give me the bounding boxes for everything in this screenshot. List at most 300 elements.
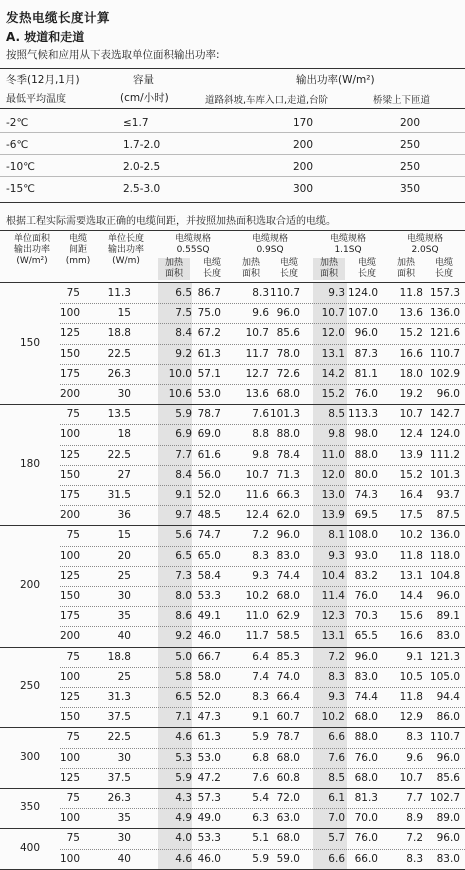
capacity-header: 容量 [133, 74, 154, 86]
table-cell: 96.0 [436, 751, 460, 764]
road-header: 道路斜坡,车库入口,走道,台阶 [205, 95, 329, 106]
table-cell: 74.4 [276, 569, 300, 582]
table-cell: 200 [59, 630, 80, 643]
table-cell: 8.6 [175, 610, 192, 623]
table-cell: 61.6 [197, 448, 221, 461]
table-cell: 150 [59, 590, 80, 602]
table-cell: 7.3 [175, 569, 192, 582]
table-cell: 175 [59, 489, 80, 501]
spec-prefix: 电缆规格 [406, 234, 443, 244]
table-cell: 83.0 [276, 549, 300, 562]
power-header [2, 234, 62, 267]
table-cell: 8.3 [328, 670, 345, 683]
table-cell: 25 [117, 569, 131, 582]
power-group-label: 180 [19, 457, 41, 470]
table-cell: 87.3 [354, 347, 378, 360]
table-cell: 4.0 [175, 832, 192, 845]
table-cell: 81.1 [354, 367, 378, 380]
table-cell: 19.2 [399, 388, 423, 400]
climate-row [0, 180, 465, 200]
table-cell: 13.9 [399, 448, 423, 461]
table-cell: 46.0 [197, 630, 221, 643]
table-cell: 10.7 [399, 408, 423, 421]
table-cell: 76.0 [354, 590, 378, 602]
power-group-label: 200 [19, 579, 41, 591]
table-cell: 136.0 [429, 529, 460, 542]
row-divider [0, 154, 465, 155]
table-cell: 8.3 [406, 852, 423, 865]
table-cell: 100 [59, 812, 80, 825]
cell: 200 [293, 139, 314, 151]
table-cell: 5.8 [175, 670, 192, 683]
table-cell: 58.0 [197, 670, 221, 683]
section-subtitle: A. 坡道和走道 [6, 30, 85, 44]
header-line: (W/m²) [16, 256, 48, 266]
table-cell: 7.0 [328, 812, 345, 825]
table-cell: 9.3 [328, 691, 345, 703]
table-cell: 200 [59, 509, 80, 522]
table-cell: 9.8 [328, 428, 345, 441]
cell: 200 [400, 117, 421, 129]
cell: -15℃ [6, 183, 35, 195]
table-cell: 13.1 [399, 569, 423, 582]
table-cell: 25 [117, 670, 131, 683]
table-cell: 98.0 [354, 428, 378, 441]
table-cell: 68.0 [354, 711, 378, 724]
table-cell: 88.0 [276, 428, 300, 441]
table-cell: 68.0 [276, 832, 300, 845]
table-cell: 9.1 [252, 711, 269, 724]
cell: 300 [293, 183, 314, 195]
table-cell: 8.1 [328, 529, 345, 542]
table-cell: 15.6 [399, 610, 423, 623]
table-cell: 7.7 [175, 448, 192, 461]
table-cell: 7.2 [328, 650, 345, 663]
table-cell: 75 [66, 650, 80, 663]
table-cell: 175 [59, 610, 80, 623]
table-cell: 35 [117, 812, 131, 825]
table-cell: 6.6 [328, 852, 345, 865]
table-cell: 75 [66, 408, 80, 421]
header-line: (mm) [65, 256, 91, 266]
table-cell: 65.0 [197, 549, 221, 562]
table-cell: 96.0 [354, 327, 378, 340]
table-cell: 30 [117, 590, 131, 602]
table-cell: 10.7 [245, 468, 269, 481]
table-cell: 5.6 [175, 529, 192, 542]
table-cell: 10.6 [168, 388, 192, 400]
table-cell: 100 [59, 549, 80, 562]
table-cell: 62.9 [276, 610, 300, 623]
table-cell: 94.4 [436, 691, 460, 703]
table-cell: 86.7 [197, 287, 221, 299]
spec-prefix: 电缆规格 [174, 234, 211, 244]
table-cell: 6.3 [252, 812, 269, 825]
area-header [311, 258, 347, 280]
table-cell: 88.0 [354, 448, 378, 461]
table-cell: 4.6 [175, 731, 192, 744]
table-cell: 85.6 [276, 327, 300, 340]
table-cell: 75.0 [197, 307, 221, 320]
table-cell: 125 [59, 569, 80, 582]
table-cell: 125 [59, 771, 80, 784]
table-cell: 121.6 [429, 327, 460, 340]
climate-row [0, 158, 465, 178]
unit-power-header [100, 234, 152, 267]
table-cell: 53.0 [197, 388, 221, 400]
table-cell: 5.9 [175, 771, 192, 784]
table-cell: 68.0 [276, 388, 300, 400]
table-cell: 113.3 [347, 408, 378, 421]
table-cell: 40 [117, 630, 131, 643]
table-cell: 111.2 [429, 448, 460, 461]
spec-header [156, 234, 230, 256]
table-cell: 49.0 [197, 812, 221, 825]
table-cell: 61.3 [197, 731, 221, 744]
table-cell: 53.3 [197, 590, 221, 602]
table-cell: 102.7 [429, 792, 460, 804]
spec-prefix: 电缆规格 [329, 234, 366, 244]
bridge-header: 桥梁上下匝道 [373, 95, 431, 106]
table-cell: 13.5 [107, 408, 131, 421]
header-line: 加热 [319, 258, 338, 268]
power-header: 输出功率(W/m²) [296, 74, 375, 86]
table-cell: 11.8 [399, 691, 423, 703]
table-cell: 58.4 [197, 569, 221, 582]
table-cell: 10.0 [168, 367, 192, 380]
table-cell: 13.6 [399, 307, 423, 320]
table-cell: 9.2 [175, 630, 192, 643]
header-line: 输出功率 [13, 245, 50, 255]
table-cell: 5.1 [252, 832, 269, 845]
table-cell: 110.7 [429, 731, 460, 744]
table-cell: 100 [59, 307, 80, 320]
header-line: 面积 [164, 269, 183, 279]
table-cell: 125 [59, 448, 80, 461]
table-cell: 7.2 [252, 529, 269, 542]
table-cell: 5.0 [175, 650, 192, 663]
table-cell: 75 [66, 792, 80, 804]
table-cell: 12.0 [321, 468, 345, 481]
table-cell: 52.0 [197, 489, 221, 501]
table-cell: 37.5 [107, 711, 131, 724]
table-cell: 15.2 [321, 388, 345, 400]
cell: 1.7-2.0 [123, 139, 161, 151]
table-cell: 10.2 [321, 711, 345, 724]
table-cell: 10.4 [321, 569, 345, 582]
table-cell: 96.0 [276, 529, 300, 542]
table-cell: 78.7 [276, 731, 300, 744]
table-cell: 8.9 [406, 812, 423, 825]
table-cell: 6.5 [175, 287, 192, 299]
table-cell: 66.3 [276, 489, 300, 501]
length-header [271, 258, 307, 280]
table-cell: 100 [59, 428, 80, 441]
table-cell: 57.3 [197, 792, 221, 804]
table-cell: 76.0 [354, 388, 378, 400]
table-cell: 9.3 [328, 287, 345, 299]
spec-prefix: 电缆规格 [251, 234, 288, 244]
table-cell: 96.0 [276, 307, 300, 320]
area-header [156, 258, 192, 280]
table-cell: 63.0 [276, 812, 300, 825]
table-cell: 69.5 [354, 509, 378, 522]
table-cell: 52.0 [197, 691, 221, 703]
table-cell: 14.4 [399, 590, 423, 602]
table-top-rule [0, 68, 465, 69]
table-cell: 17.5 [399, 509, 423, 522]
table-cell: 18.0 [399, 367, 423, 380]
table-cell: 26.3 [107, 367, 131, 380]
table-cell: 7.7 [406, 792, 423, 804]
table-cell: 11.8 [399, 549, 423, 562]
power-group-label: 150 [19, 336, 41, 349]
table-cell: 74.7 [197, 529, 221, 542]
table-cell: 9.1 [175, 489, 192, 501]
table-cell: 5.3 [175, 751, 192, 764]
table-cell: 105.0 [429, 670, 460, 683]
table-cell: 8.8 [252, 428, 269, 441]
table-cell: 15.2 [399, 468, 423, 481]
table-cell: 18 [117, 428, 131, 441]
length-header [349, 258, 385, 280]
table-cell: 76.0 [354, 751, 378, 764]
cell: 250 [400, 139, 421, 151]
table-cell: 5.9 [252, 731, 269, 744]
table-cell: 7.5 [175, 307, 192, 320]
table-cell: 124.0 [347, 287, 378, 299]
table-cell: 59.0 [276, 852, 300, 865]
table-cell: 13.6 [245, 388, 269, 400]
table-cell: 26.3 [107, 792, 131, 804]
season-header: 冬季(12月,1月) [6, 74, 80, 86]
table-cell: 60.7 [276, 711, 300, 724]
table-cell: 22.5 [107, 347, 131, 360]
cell: 350 [400, 183, 421, 195]
table-cell: 49.1 [197, 610, 221, 623]
table-cell: 157.3 [429, 287, 460, 299]
table-cell: 150 [59, 468, 80, 481]
table-cell: 4.9 [175, 812, 192, 825]
table-cell: 8.3 [252, 287, 269, 299]
table-cell: 7.6 [328, 751, 345, 764]
header-line: 电缆 [434, 258, 453, 268]
cell: ≤1.7 [123, 117, 149, 129]
header-line: 长度 [279, 269, 298, 279]
table-cell: 4.3 [175, 792, 192, 804]
table-cell: 75 [66, 731, 80, 744]
length-header [426, 258, 462, 280]
table-cell: 96.0 [436, 388, 460, 400]
area-header [233, 258, 269, 280]
table-top-rule [0, 230, 465, 231]
table-cell: 16.6 [399, 347, 423, 360]
table-cell: 13.9 [321, 509, 345, 522]
table-cell: 83.2 [354, 569, 378, 582]
table-cell: 47.2 [197, 771, 221, 784]
table-cell: 15 [117, 307, 131, 320]
min-temp-header: 最低平均温度 [6, 94, 66, 105]
length-header [194, 258, 230, 280]
table-cell: 11.0 [321, 448, 345, 461]
table-cell: 72.6 [276, 367, 300, 380]
table-cell: 18.8 [107, 650, 131, 663]
table-cell: 8.5 [328, 771, 345, 784]
table-cell: 12.4 [399, 428, 423, 441]
table-cell: 107.0 [347, 307, 378, 320]
table-cell: 12.0 [321, 327, 345, 340]
header-line: 长度 [357, 269, 376, 279]
table-cell: 8.4 [175, 327, 192, 340]
table-cell: 8.3 [252, 549, 269, 562]
header-line: 单位面积 [13, 234, 50, 244]
table-cell: 13.1 [321, 630, 345, 643]
table-bottom-rule [0, 202, 465, 203]
table-cell: 31.3 [107, 691, 131, 703]
table-cell: 150 [59, 347, 80, 360]
table-cell: 11.7 [245, 347, 269, 360]
table-cell: 96.0 [436, 590, 460, 602]
table-cell: 18.8 [107, 327, 131, 340]
intro-text: 按照气候和应用从下表选取单位面积输出功率: [6, 49, 220, 61]
table-cell: 5.7 [328, 832, 345, 845]
table-cell: 74.0 [276, 670, 300, 683]
table-cell: 9.6 [406, 751, 423, 764]
power-group-label: 400 [19, 841, 41, 854]
table-cell: 150 [59, 711, 80, 724]
header-line: 电缆 [357, 258, 376, 268]
table-cell: 6.8 [252, 751, 269, 764]
header-line: 加热 [241, 258, 260, 268]
table-cell: 16.6 [399, 630, 423, 643]
climate-row [0, 114, 465, 134]
power-group-label: 250 [19, 680, 41, 692]
table-cell: 72.0 [276, 792, 300, 804]
table-cell: 20 [117, 549, 131, 562]
table-cell: 76.0 [354, 832, 378, 845]
table-cell: 78.7 [197, 408, 221, 421]
table-cell: 8.5 [328, 408, 345, 421]
header-line: 面积 [319, 269, 338, 279]
spec-size: 0.9SQ [256, 245, 284, 255]
cell: 2.5-3.0 [123, 183, 161, 195]
table-cell: 10.2 [399, 529, 423, 542]
cable-length-table [0, 230, 465, 869]
table-cell: 125 [59, 327, 80, 340]
table-cell: 22.5 [107, 448, 131, 461]
table-cell: 11.6 [245, 489, 269, 501]
table-cell: 68.0 [276, 590, 300, 602]
table-header-rule [0, 108, 465, 109]
table-cell: 8.4 [175, 468, 192, 481]
cell: -6℃ [6, 139, 29, 151]
cell: -10℃ [6, 161, 35, 173]
table-cell: 12.7 [245, 367, 269, 380]
header-line: 间距 [68, 245, 87, 255]
table-cell: 6.6 [328, 731, 345, 744]
table-cell: 83.0 [436, 630, 460, 643]
spec-header [311, 234, 385, 256]
power-group-label: 300 [19, 750, 41, 763]
table-cell: 66.7 [197, 650, 221, 663]
climate-row [0, 136, 465, 156]
table-cell: 10.2 [245, 590, 269, 602]
table-cell: 35 [117, 610, 131, 623]
table-cell: 74.3 [354, 489, 378, 501]
table-cell: 66.0 [354, 852, 378, 865]
header-line: 加热 [164, 258, 183, 268]
table-cell: 30 [117, 388, 131, 400]
table-cell: 136.0 [429, 307, 460, 320]
table-cell: 110.7 [269, 287, 300, 299]
area-header [388, 258, 424, 280]
table-cell: 57.1 [197, 367, 221, 380]
table-cell: 74.4 [354, 691, 378, 703]
table-cell: 12.3 [321, 610, 345, 623]
table-cell: 110.7 [429, 347, 460, 360]
table-cell: 7.6 [252, 771, 269, 784]
table-cell: 87.5 [436, 509, 460, 522]
table-cell: 11.8 [399, 287, 423, 299]
table-cell: 100 [59, 670, 80, 683]
instruction-text: 根据工程实际需要选取正确的电缆间距，并按照加热面积选取合适的电缆。 [6, 216, 336, 227]
table-cell: 89.1 [436, 610, 460, 623]
spec-size: 2.0SQ [411, 245, 439, 255]
header-line: 长度 [202, 269, 221, 279]
table-cell: 15.2 [399, 327, 423, 340]
table-cell: 124.0 [429, 428, 460, 441]
header-line: 电缆 [279, 258, 298, 268]
table-cell: 9.7 [175, 509, 192, 522]
table-cell: 7.1 [175, 711, 192, 724]
spec-header [388, 234, 462, 256]
table-cell: 7.2 [406, 832, 423, 845]
cell: 250 [400, 161, 421, 173]
table-cell: 16.4 [399, 489, 423, 501]
header-line: 电缆 [68, 234, 87, 244]
table-cell: 10.7 [245, 327, 269, 340]
table-cell: 12.9 [399, 711, 423, 724]
table-cell: 31.5 [107, 489, 131, 501]
power-group-label: 350 [19, 801, 41, 814]
table-cell: 70.0 [354, 812, 378, 825]
table-cell: 85.3 [276, 650, 300, 663]
table-cell: 78.4 [276, 448, 300, 461]
table-cell: 125 [59, 691, 80, 703]
cell: -2℃ [6, 117, 29, 129]
table-cell: 75 [66, 529, 80, 542]
capacity-unit-header: (cm/小时) [120, 92, 169, 104]
table-cell: 83.0 [354, 670, 378, 683]
table-cell: 75 [66, 287, 80, 299]
table-cell: 65.5 [354, 630, 378, 643]
header-line: 面积 [241, 269, 260, 279]
table-cell: 60.8 [276, 771, 300, 784]
table-cell: 83.0 [436, 852, 460, 865]
table-cell: 75 [66, 832, 80, 845]
table-cell: 53.0 [197, 751, 221, 764]
table-cell: 80.0 [354, 468, 378, 481]
table-cell: 6.5 [175, 549, 192, 562]
table-cell: 108.0 [347, 529, 378, 542]
page-title: 发热电缆长度计算 [6, 10, 111, 25]
table-cell: 22.5 [107, 731, 131, 744]
table-cell: 118.0 [429, 549, 460, 562]
header-line: (W/m) [112, 256, 140, 266]
table-cell: 7.4 [252, 670, 269, 683]
table-cell: 104.8 [429, 569, 460, 582]
table-cell: 5.4 [252, 792, 269, 804]
